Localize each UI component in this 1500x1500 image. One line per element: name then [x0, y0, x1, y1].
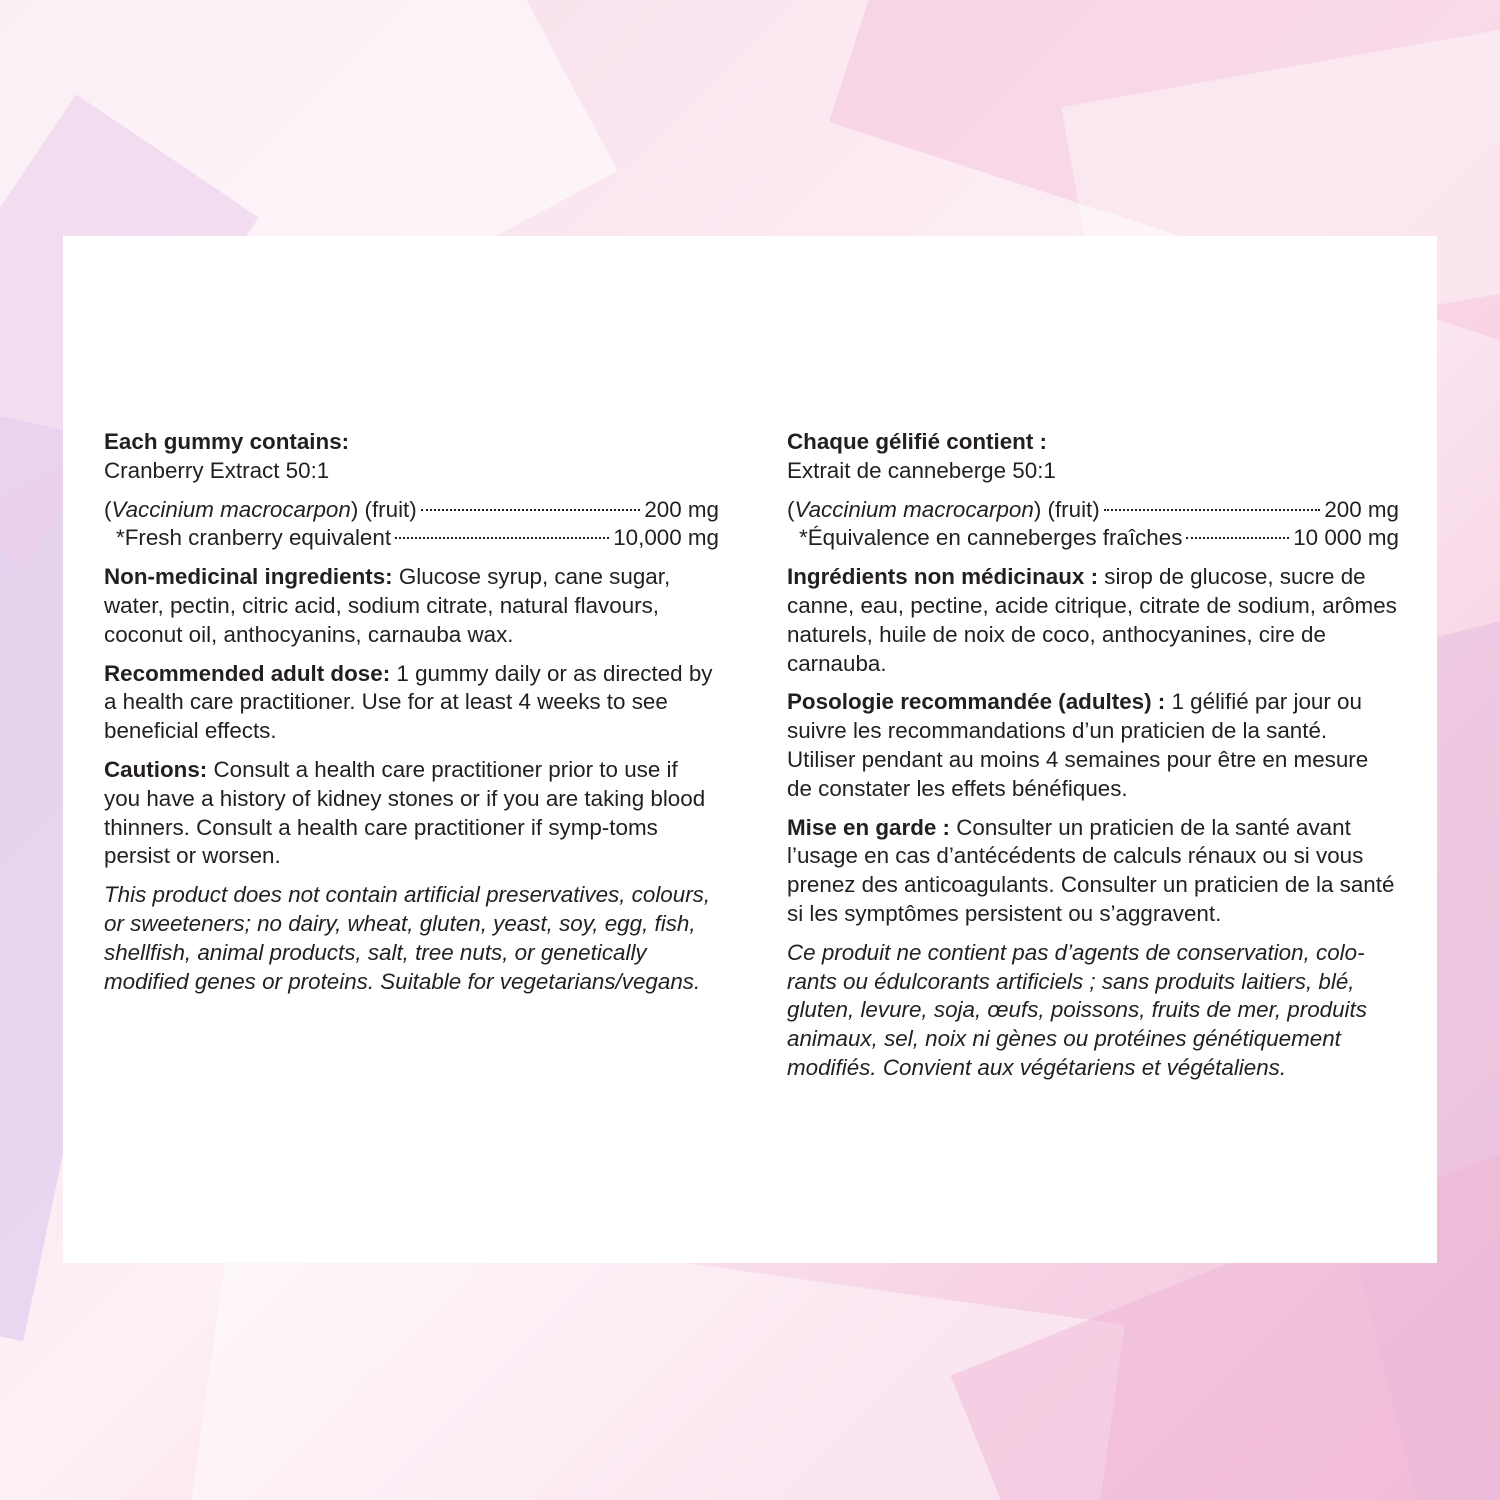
ingredient-row-equivalent: [104, 524, 719, 553]
ingredient-row-latin: [787, 496, 1399, 525]
dose-text: 1 gélifié par jour ou suivre les recommandations d’un praticien de la santé. Utiliser pendant au moins 4 semaines pour être en mesure de constater les effets bénéfiques.: [787, 689, 1369, 801]
non-medicinal-paragraph: [104, 563, 719, 649]
ingredient-amount: 10 000 mg: [1293, 525, 1399, 551]
extract-name: Extrait de canneberge 50:1: [787, 457, 1056, 483]
cautions-paragraph: [104, 756, 719, 871]
ingredient-row-equivalent: [787, 524, 1399, 553]
ingredient-row-latin: [104, 496, 719, 525]
ingredient-label: (Vaccinium macrocarpon) (fruit): [787, 496, 1100, 522]
cautions-label: Mise en garde :: [787, 814, 950, 840]
french-column: [787, 428, 1399, 1093]
english-column: [104, 428, 719, 1006]
cautions-text: Consult a health care practitioner prior to use if you have a history of kidney stones or if you are taking blood thinners. Consult a health care practitioner if symp-toms persist or worsen.: [104, 756, 706, 869]
dot-leader: [1186, 537, 1289, 539]
dose-paragraph: [787, 688, 1399, 803]
non-medicinal-text: Glucose syrup, cane sugar, water, pectin, citric acid, sodium citrate, natural flavours, coconut oil, anthocyanins, carnauba wax.: [104, 564, 671, 647]
latin-name: Vaccinium macrocarpon: [794, 496, 1034, 522]
dose-text: 1 gummy daily or as directed by a health care practitioner. Use for at least 4 weeks to see beneficial effects.: [104, 660, 713, 744]
contains-section: [104, 428, 719, 553]
dot-leader: [421, 509, 641, 511]
ingredient-label: *Équivalence en canneberges fraîches: [799, 525, 1183, 551]
ingredient-label: *Fresh cranberry equivalent: [116, 525, 392, 551]
non-medicinal-label: Ingrédients non médicinaux :: [787, 564, 1099, 590]
contains-heading: Chaque gélifié contient :: [787, 429, 1047, 454]
non-medicinal-paragraph: [787, 563, 1399, 678]
label-panel: [63, 236, 1437, 1263]
cautions-label: Cautions:: [104, 756, 208, 782]
dose-label: Recommended adult dose:: [104, 660, 391, 686]
contains-section: [787, 428, 1399, 553]
cautions-text: Consulter un praticien de la santé avant l’usage en cas d’antécédents de calculs rénaux ou si vous prenez des anticoagulants. Consulter un praticien de la santé si les symptômes persistent ou s’aggravent.: [787, 814, 1395, 926]
disclaimer-text: Ce produit ne contient pas d’agents de conservation, colo-rants ou édulcorants artificiels ; sans produits laitiers, blé, gluten, levure, soja, œufs, poissons, fruits de mer, produits animaux, sel, noix ni gènes ou protéines génétiquement modifiés. Convient aux végétariens et végétaliens.: [787, 939, 1367, 1080]
dot-leader: [1104, 509, 1321, 511]
ingredient-amount: 10,000 mg: [613, 525, 719, 551]
contains-heading: Each gummy contains:: [104, 429, 350, 454]
dot-leader: [395, 537, 609, 539]
ingredient-amount: 200 mg: [644, 496, 719, 522]
non-medicinal-text: sirop de glucose, sucre de canne, eau, pectine, acide citrique, citrate de sodium, arômes naturels, huile de noix de coco, anthocyanines, cire de carnauba.: [787, 564, 1397, 676]
dose-paragraph: [104, 660, 719, 746]
extract-name: Cranberry Extract 50:1: [104, 457, 330, 483]
non-medicinal-label: Non-medicinal ingredients:: [104, 564, 393, 590]
dose-label: Posologie recommandée (adultes) :: [787, 689, 1166, 715]
ingredient-label: (Vaccinium macrocarpon) (fruit): [104, 496, 417, 522]
cautions-paragraph: [787, 814, 1399, 929]
latin-name: Vaccinium macrocarpon: [111, 496, 351, 522]
ingredient-amount: 200 mg: [1324, 496, 1399, 522]
disclaimer-text: This product does not contain artificial preservatives, colours, or sweeteners; no dairy, wheat, gluten, yeast, soy, egg, fish, shellfish, animal products, salt, tree nuts, or genetically modified genes or proteins. Suitable for vegetarians/vegans.: [104, 882, 711, 994]
